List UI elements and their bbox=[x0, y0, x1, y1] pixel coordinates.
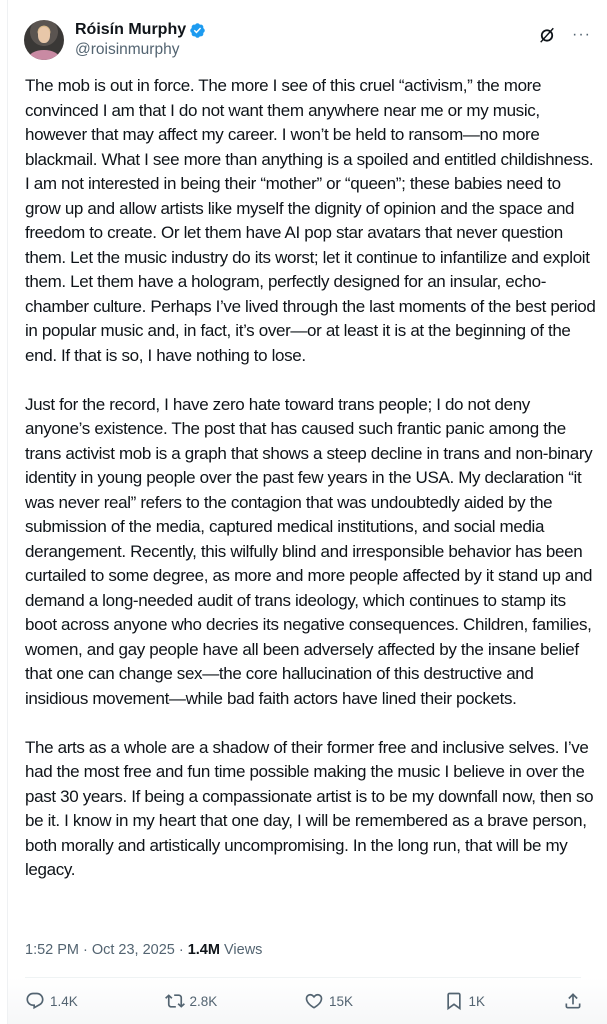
grok-icon[interactable] bbox=[538, 26, 556, 44]
divider bbox=[25, 977, 581, 978]
post-text bbox=[25, 74, 597, 907]
retweet-button[interactable] bbox=[165, 991, 275, 1011]
timeline-border bbox=[7, 0, 8, 1024]
meta-separator: · bbox=[178, 942, 184, 958]
bookmark-button[interactable] bbox=[444, 991, 534, 1011]
views-count: 1.4M bbox=[187, 942, 220, 958]
share-button[interactable] bbox=[563, 991, 583, 1011]
avatar[interactable] bbox=[24, 20, 64, 60]
bookmark-icon bbox=[444, 991, 464, 1011]
post-metadata bbox=[25, 942, 262, 958]
heart-icon bbox=[304, 991, 324, 1011]
post-time[interactable]: 1:52 PM bbox=[25, 942, 79, 958]
meta-separator: · bbox=[83, 942, 88, 958]
share-icon bbox=[563, 991, 583, 1011]
like-button[interactable] bbox=[304, 991, 414, 1011]
post-paragraph: The mob is out in force. The more I see of this cruel “activism,” the more convinced I am that I do not want them anywhere near me or my music, however that may affect my career. I won’t be held to ransom—no more blackmail. What I see more than anything is a spoiled and entitled childishness. I am not interested in being their “mother” or “queen”; these babies need to grow up and allow artists like myself the dignity of opinion and the space and freedom to create. Or let them have AI pop star avatars that never question them. Let the music industry do its worst; let it continue to infantilize and exploit them. Let them have a hologram, perfectly designed for an insular, echo-chamber culture. Perhaps I’ve lived through the last moments of the best period in popular music and, in fact, it’s over—or at least it is at the beginning of the end. If that is so, I have nothing to lose. bbox=[25, 76, 596, 365]
post-date[interactable]: Oct 23, 2025 bbox=[91, 942, 175, 958]
author-handle[interactable]: @roisinmurphy bbox=[75, 41, 180, 58]
reply-count: 1.4K bbox=[50, 993, 78, 1009]
bookmark-count: 1K bbox=[468, 993, 486, 1009]
reply-button[interactable] bbox=[25, 991, 135, 1011]
author-info bbox=[75, 20, 206, 60]
author-display-name[interactable]: Róisín Murphy bbox=[75, 21, 187, 38]
post-paragraph: Just for the record, I have zero hate toward trans people; I do not deny anyone’s existence. The post that has caused such frantic panic among the trans activist mob is a graph that shows a steep decline in trans and non-binary identity in young people over the past few years in the USA. My declaration “it was never real” refers to the contagion that was undoubtedly aided by the submission of the media, captured medical institutions, and social media derangement. Recently, this wilfully blind and irresponsible behavior has been curtailed to some degree, as more and more people affected by it stand up and demand a long-needed audit of trans ideology, which continues to stamp its boot across anyone who decries its negative consequences. Children, families, women, and gay people have all been adversely affected by the insane belief that one can change sex—the core hallucination of this destructive and insidious movement—while bad faith actors have lined their pockets. bbox=[25, 394, 593, 708]
action-bar bbox=[25, 988, 583, 1014]
more-options-icon[interactable]: ··· bbox=[572, 26, 591, 43]
views-label: Views bbox=[224, 942, 263, 958]
reply-icon bbox=[25, 991, 45, 1011]
like-count: 15K bbox=[329, 993, 354, 1009]
post-header bbox=[24, 19, 591, 61]
verified-badge-icon[interactable] bbox=[189, 22, 206, 39]
retweet-count: 2.8K bbox=[189, 993, 218, 1009]
retweet-icon bbox=[165, 991, 185, 1011]
post-paragraph: The arts as a whole are a shadow of their former free and inclusive selves. I’ve had the most free and fun time possible making the music I believe in over the past 30 years. If being a compassionate artist is to be my downfall now, then so be it. I know in my heart that one day, I will be remembered as a brave person, both morally and artistically uncompromising. In the long run, that will be my legacy. bbox=[25, 737, 594, 879]
